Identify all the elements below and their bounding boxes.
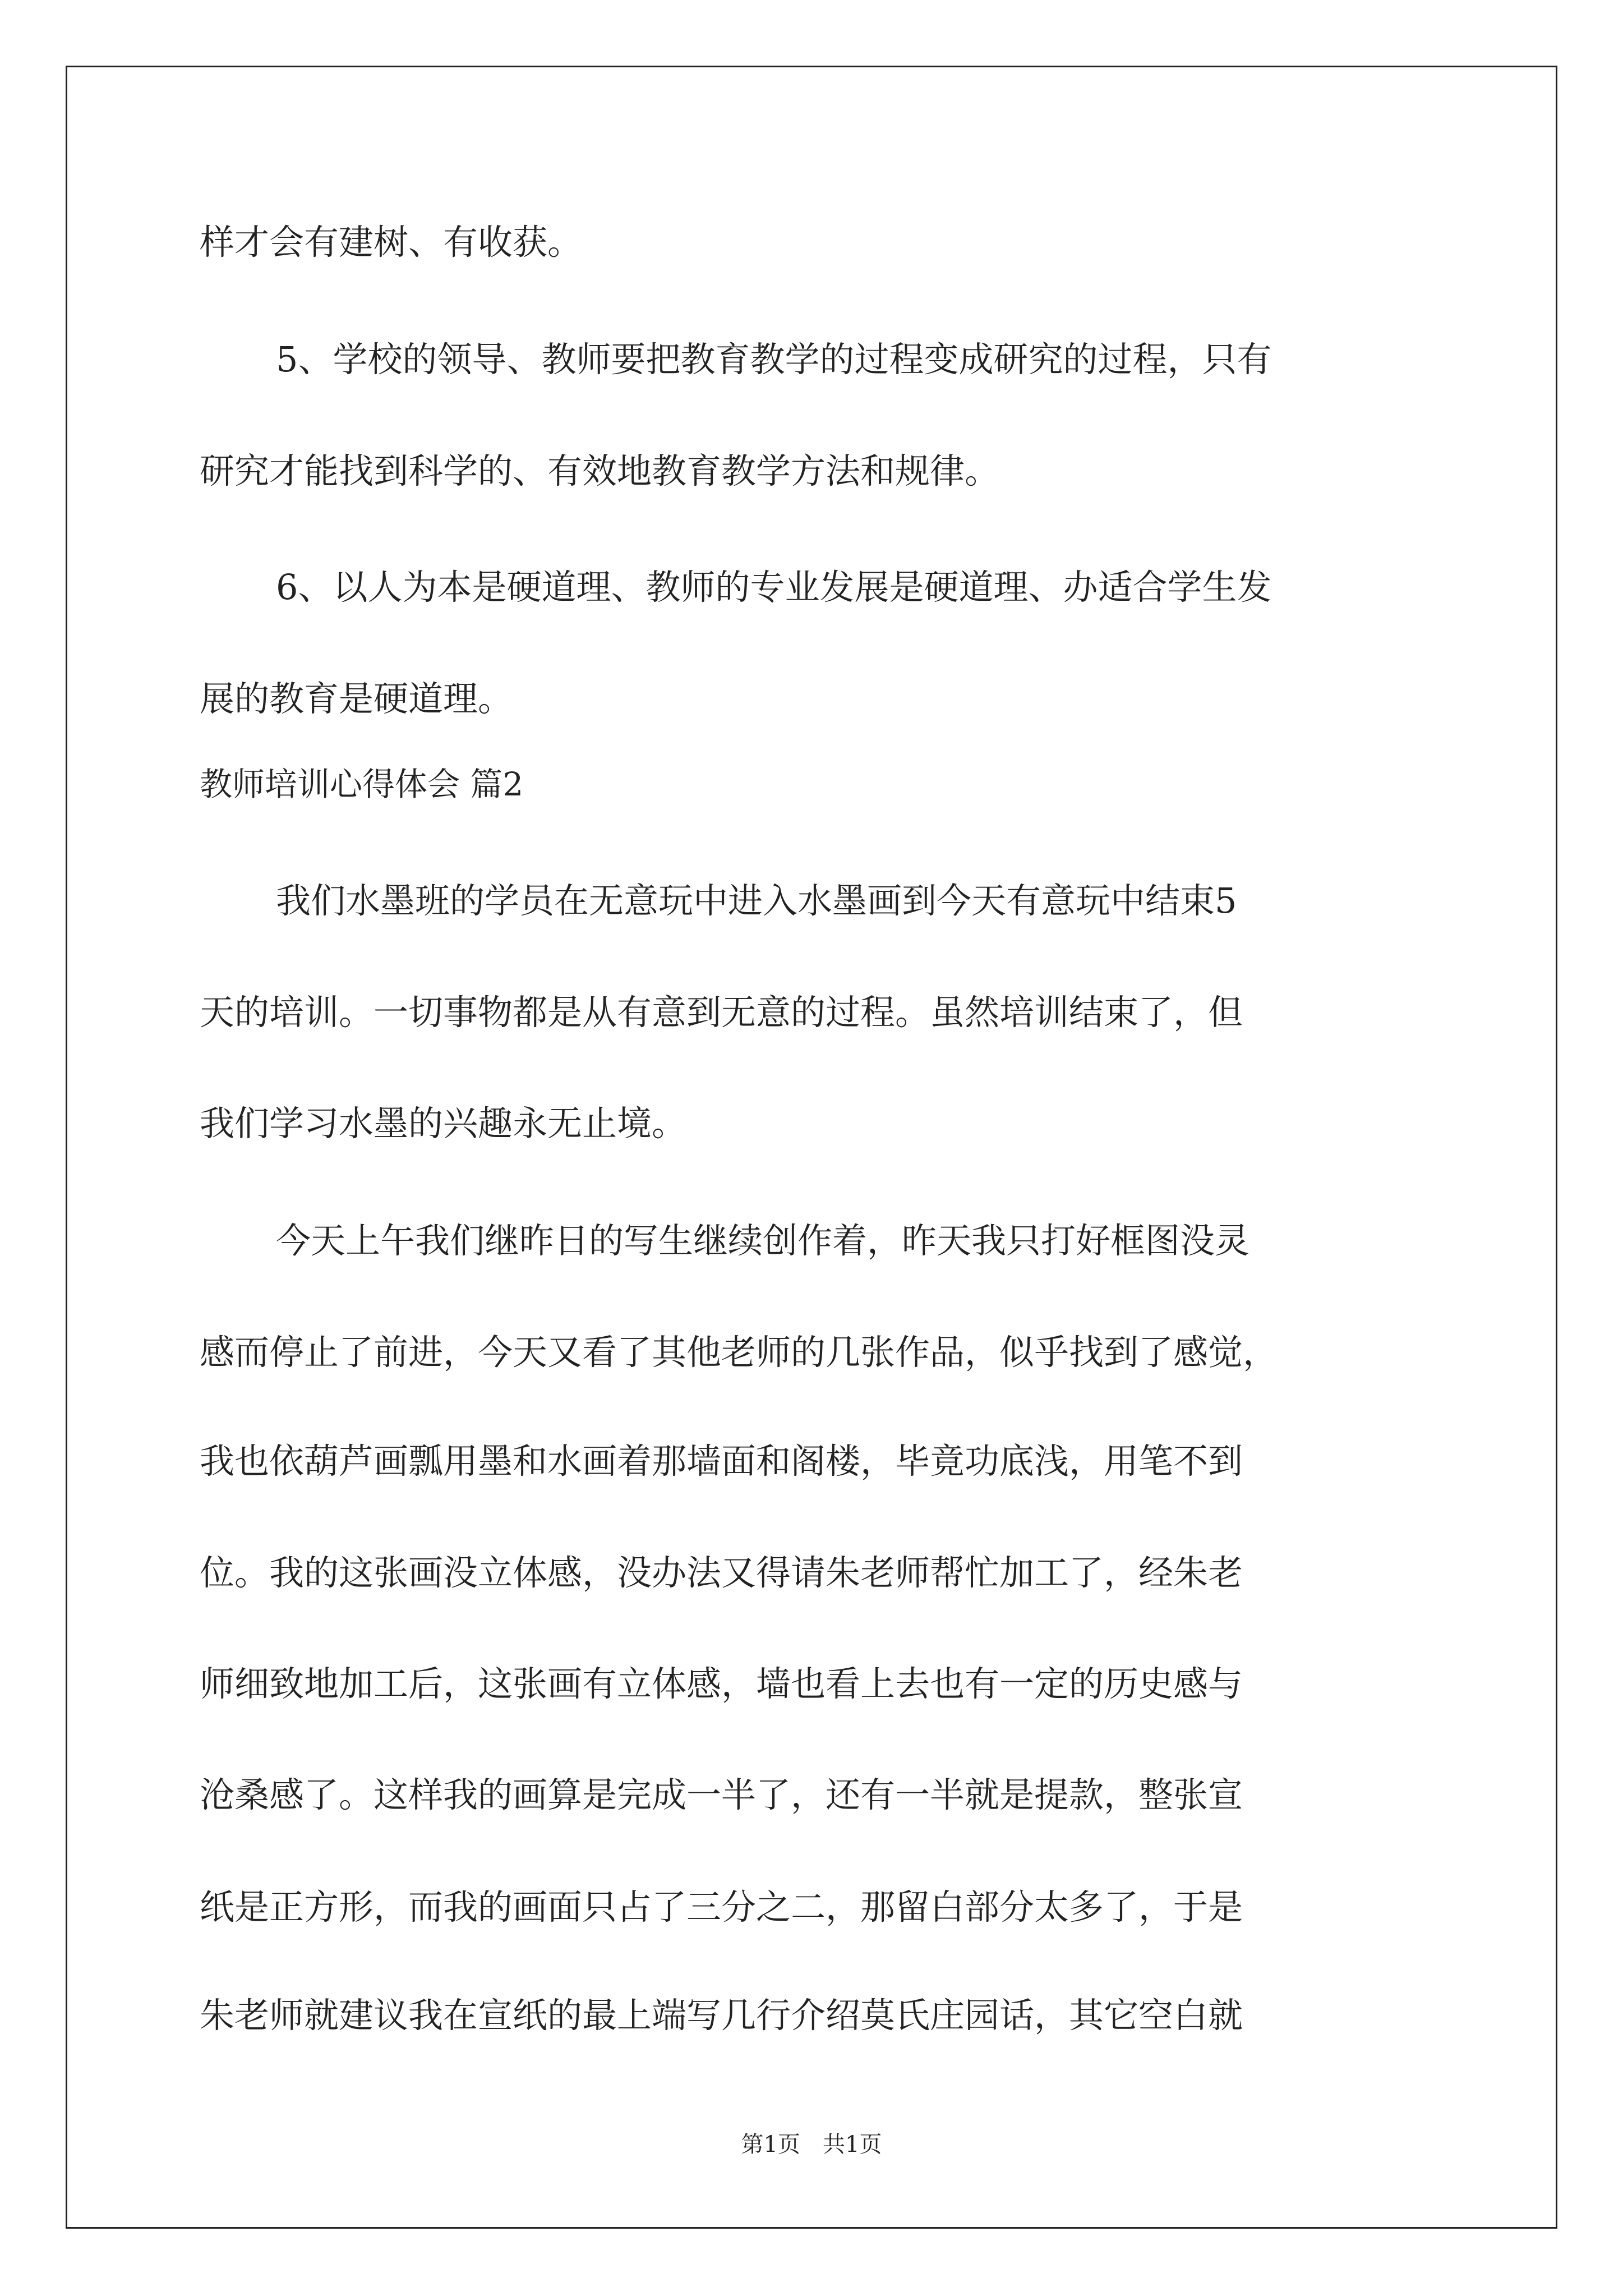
- text-line-10: 今天上午我们继昨日的写生继续创作着，昨天我只打好框图没灵: [276, 1220, 1250, 1261]
- text-line-17: 朱老师就建议我在宣纸的最上端写几行介绍莫氏庄园话，其它空白就: [200, 1995, 1243, 2036]
- page-number-footer: 第1页 共1页: [741, 2132, 882, 2157]
- text-line-7: 我们水墨班的学员在无意玩中进入水墨画到今天有意玩中结束5: [276, 880, 1237, 921]
- text-line-8: 天的培训。一切事物都是从有意到无意的过程。虽然培训结束了，但: [200, 992, 1243, 1033]
- text-line-4: 6、以人为本是硬道理、教师的专业发展是硬道理、办适合学生发: [276, 567, 1272, 608]
- text-line-15: 沧桑感了。这样我的画算是完成一半了，还有一半就是提款，整张宣: [200, 1774, 1243, 1815]
- text-line-5: 展的教育是硬道理。: [200, 678, 513, 719]
- text-line-2: 5、学校的领导、教师要把教育教学的过程变成研究的过程，只有: [276, 339, 1272, 380]
- text-line-9: 我们学习水墨的兴趣永无止境。: [200, 1103, 687, 1144]
- text-line-16: 纸是正方形，而我的画面只占了三分之二，那留白部分太多了，于是: [200, 1887, 1243, 1927]
- section-heading: 教师培训心得体会 篇2: [200, 765, 524, 803]
- text-line-13: 位。我的这张画没立体感，没办法又得请朱老师帮忙加工了，经朱老: [200, 1552, 1243, 1593]
- text-line-1: 样才会有建树、有收获。: [200, 222, 583, 263]
- text-line-3: 研究才能找到科学的、有效地教育教学方法和规律。: [200, 450, 1000, 491]
- text-line-12: 我也依葫芦画瓢用墨和水画着那墙面和阁楼，毕竟功底浅，用笔不到: [200, 1441, 1243, 1481]
- text-line-11: 感而停止了前进，今天又看了其他老师的几张作品，似乎找到了感觉，: [200, 1332, 1278, 1373]
- text-line-14: 师细致地加工后，这张画有立体感，墙也看上去也有一定的历史感与: [200, 1663, 1243, 1704]
